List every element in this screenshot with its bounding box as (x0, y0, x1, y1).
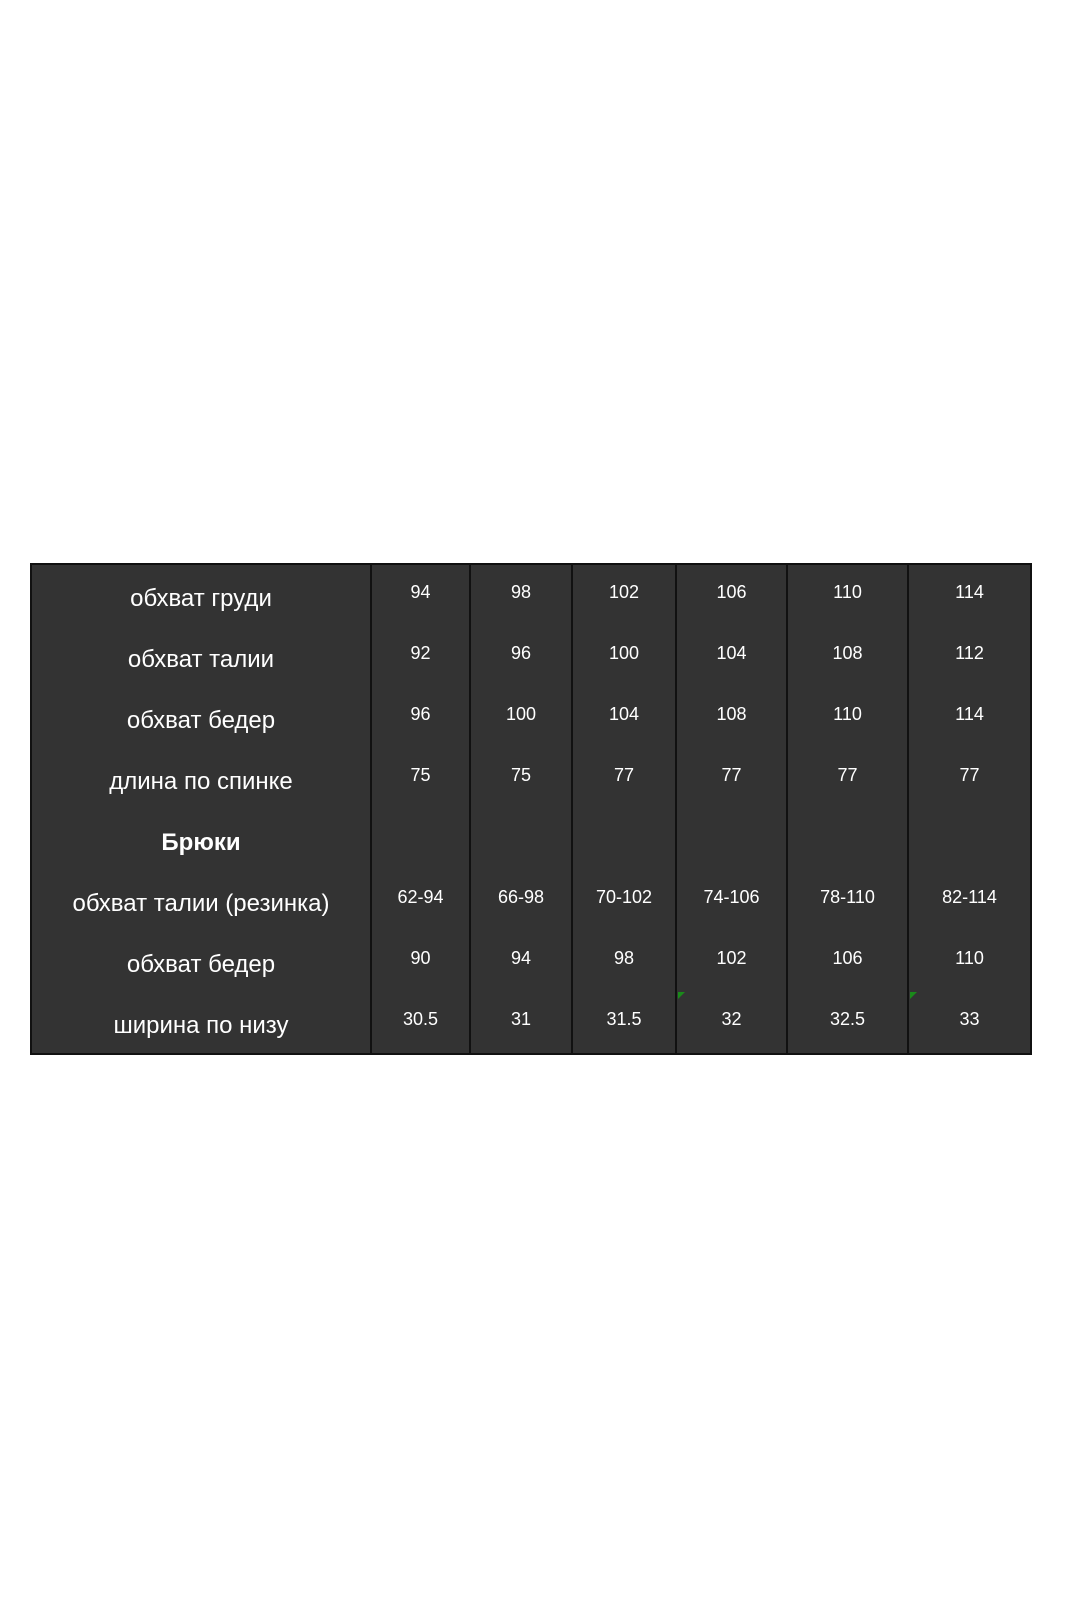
section-row-trousers (31, 809, 1031, 870)
table-cell: 31 (470, 992, 572, 1054)
row-label: длина по спинке (109, 767, 293, 795)
table-cell: 74-106 (676, 870, 787, 931)
table-cell: 62-94 (371, 870, 470, 931)
row-label: обхват талии (резинка) (72, 889, 330, 917)
table-row (31, 748, 1031, 809)
table-cell: 66-98 (470, 870, 572, 931)
table-row (31, 687, 1031, 748)
table-cell: 110 (787, 564, 908, 626)
table-cell (676, 809, 787, 870)
table-cell (676, 992, 787, 1054)
table-cell: 94 (470, 931, 572, 992)
table-row (31, 870, 1031, 931)
table-cell (371, 809, 470, 870)
row-label: обхват бедер (126, 706, 276, 734)
table-cell: 92 (371, 626, 470, 687)
section-heading: Брюки (161, 828, 241, 856)
table-cell: 108 (787, 626, 908, 687)
table-cell: 100 (572, 626, 676, 687)
table-cell: 78-110 (787, 870, 908, 931)
table-cell: 98 (470, 564, 572, 626)
table-cell: 102 (676, 931, 787, 992)
size-chart-table (30, 563, 1032, 1055)
table-cell: 110 (908, 931, 1031, 992)
table-cell (572, 809, 676, 870)
table-cell: 77 (572, 748, 676, 809)
table-cell: 112 (908, 626, 1031, 687)
table-cell (908, 992, 1031, 1054)
row-label: обхват груди (130, 584, 272, 612)
table-cell: 75 (371, 748, 470, 809)
cell-value: 33 (959, 1009, 980, 1029)
table-cell: 77 (676, 748, 787, 809)
table-cell (470, 809, 572, 870)
table-cell: 106 (676, 564, 787, 626)
table-cell: 30.5 (371, 992, 470, 1054)
table-row (31, 931, 1031, 992)
table-cell: 104 (676, 626, 787, 687)
table-cell: 77 (908, 748, 1031, 809)
row-label: обхват талии (127, 645, 275, 673)
table-cell: 98 (572, 931, 676, 992)
table-cell (787, 809, 908, 870)
table-cell: 106 (787, 931, 908, 992)
table-cell: 114 (908, 687, 1031, 748)
table-cell: 75 (470, 748, 572, 809)
table-cell: 90 (371, 931, 470, 992)
table-cell: 100 (470, 687, 572, 748)
table-row (31, 626, 1031, 687)
table-cell: 70-102 (572, 870, 676, 931)
cell-value: 32 (721, 1009, 742, 1029)
table-cell: 110 (787, 687, 908, 748)
comment-marker-icon (910, 992, 917, 999)
table-cell: 104 (572, 687, 676, 748)
table-cell: 94 (371, 564, 470, 626)
table-cell: 102 (572, 564, 676, 626)
table-row (31, 992, 1031, 1054)
table-cell: 108 (676, 687, 787, 748)
row-label: обхват бедер (126, 950, 276, 978)
table-cell: 96 (470, 626, 572, 687)
table-row (31, 564, 1031, 626)
table-cell: 96 (371, 687, 470, 748)
table-cell: 114 (908, 564, 1031, 626)
table-cell: 77 (787, 748, 908, 809)
row-label: ширина по низу (113, 1011, 289, 1039)
table-cell: 32.5 (787, 992, 908, 1054)
table-cell (908, 809, 1031, 870)
comment-marker-icon (678, 992, 685, 999)
table-cell: 82-114 (908, 870, 1031, 931)
table-cell: 31.5 (572, 992, 676, 1054)
